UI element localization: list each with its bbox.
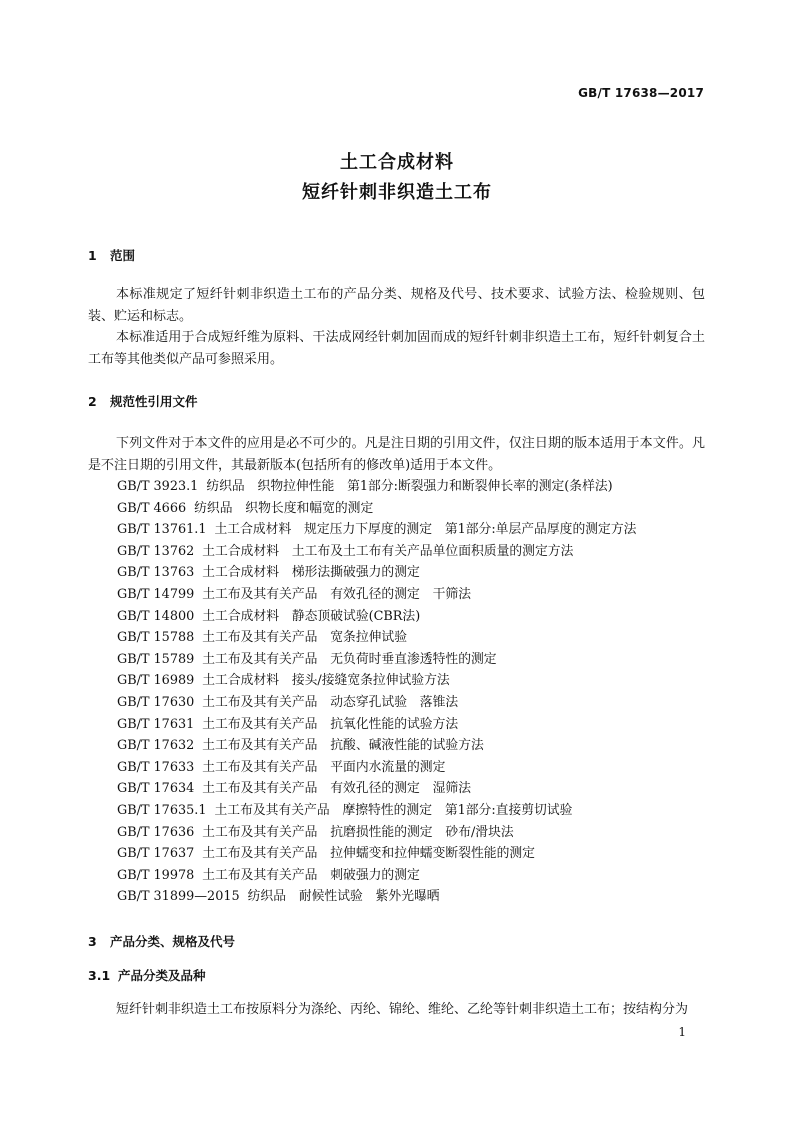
document-title-line-2: 短纤针刺非织造土工布 bbox=[302, 182, 492, 203]
reference-code: GB/T 13761.1 bbox=[117, 522, 207, 538]
subsection-3-1-heading bbox=[88, 966, 206, 984]
reference-item bbox=[117, 886, 636, 908]
reference-code: GB/T 17635.1 bbox=[117, 802, 207, 818]
reference-code: GB/T 17630 bbox=[117, 694, 195, 710]
reference-item bbox=[117, 541, 636, 563]
reference-title: 土工布及其有关产品 无负荷时垂直渗透特性的测定 bbox=[202, 651, 497, 667]
reference-code: GB/T 15788 bbox=[117, 630, 195, 646]
reference-title: 土工布及其有关产品 摩擦特性的测定 第1部分:直接剪切试验 bbox=[214, 802, 573, 818]
reference-code: GB/T 3923.1 bbox=[117, 479, 199, 494]
reference-title: 土工合成材料 规定压力下厚度的测定 第1部分:单层产品厚度的测定方法 bbox=[214, 522, 637, 538]
reference-code: GB/T 17637 bbox=[117, 846, 195, 862]
reference-code: GB/T 4666 bbox=[117, 500, 187, 516]
reference-code: GB/T 16989 bbox=[117, 673, 195, 689]
reference-item bbox=[117, 562, 636, 584]
reference-code: GB/T 14799 bbox=[117, 586, 195, 602]
reference-code: GB/T 13763 bbox=[117, 565, 195, 581]
reference-item bbox=[117, 498, 636, 520]
reference-item bbox=[117, 778, 636, 800]
reference-code: GB/T 17634 bbox=[117, 781, 195, 797]
reference-title: 纺织品 耐候性试验 紫外光曝晒 bbox=[247, 889, 440, 905]
section-number: 2 bbox=[88, 394, 97, 409]
reference-title: 土工布及其有关产品 宽条拉伸试验 bbox=[202, 630, 407, 646]
subsection-number: 3.1 bbox=[88, 968, 111, 983]
reference-title: 土工合成材料 接头/接缝宽条拉伸试验方法 bbox=[202, 673, 450, 689]
reference-code: GB/T 17632 bbox=[117, 738, 195, 754]
reference-item bbox=[117, 584, 636, 606]
reference-item bbox=[117, 476, 636, 498]
page-number: 1 bbox=[678, 1025, 686, 1039]
reference-item bbox=[117, 519, 636, 541]
reference-code: GB/T 17633 bbox=[117, 759, 195, 775]
reference-item bbox=[117, 714, 636, 736]
section-3-heading bbox=[88, 932, 235, 950]
reference-item bbox=[117, 692, 636, 714]
section-title: 规范性引用文件 bbox=[110, 394, 198, 409]
scope-paragraph-1: 本标准规定了短纤针刺非织造土工布的产品分类、规格及代号、技术要求、试验方法、检验规则、包装、贮运和标志。 bbox=[88, 287, 705, 324]
reference-title: 土工合成材料 静态顶破试验(CBR法) bbox=[202, 608, 421, 624]
section-number: 1 bbox=[88, 248, 97, 263]
reference-item bbox=[117, 800, 636, 822]
reference-title: 土工布及其有关产品 刺破强力的测定 bbox=[202, 867, 420, 883]
section-number: 3 bbox=[88, 934, 97, 949]
section-2-heading bbox=[88, 392, 198, 410]
reference-item bbox=[117, 649, 636, 671]
reference-item bbox=[117, 670, 636, 692]
reference-item bbox=[117, 843, 636, 865]
reference-title: 纺织品 织物拉伸性能 第1部分:断裂强力和断裂伸长率的测定(条样法) bbox=[206, 479, 613, 494]
section-title: 范围 bbox=[110, 248, 136, 263]
subsection-title: 产品分类及品种 bbox=[118, 968, 206, 983]
reference-title: 土工合成材料 土工布及土工布有关产品单位面积质量的测定方法 bbox=[202, 543, 574, 559]
reference-code: GB/T 31899—2015 bbox=[117, 889, 240, 905]
reference-item bbox=[117, 822, 636, 844]
document-title-line-1: 土工合成材料 bbox=[340, 152, 454, 173]
reference-title: 土工布及其有关产品 抗氧化性能的试验方法 bbox=[202, 716, 459, 732]
reference-title: 土工布及其有关产品 有效孔径的测定 湿筛法 bbox=[202, 781, 471, 797]
classification-paragraph: 短纤针刺非织造土工布按原料分为涤纶、丙纶、锦纶、维纶、乙纶等针刺非织造土工布；按结构分为 bbox=[116, 1002, 689, 1017]
reference-title: 土工布及其有关产品 抗磨损性能的测定 砂布/滑块法 bbox=[202, 824, 514, 840]
reference-code: GB/T 19978 bbox=[117, 867, 195, 883]
reference-item bbox=[117, 865, 636, 887]
section-1-heading bbox=[88, 246, 135, 264]
section-title: 产品分类、规格及代号 bbox=[110, 934, 236, 949]
reference-title: 土工合成材料 梯形法撕破强力的测定 bbox=[202, 565, 420, 581]
reference-title: 土工布及其有关产品 平面内水流量的测定 bbox=[202, 759, 446, 775]
reference-code: GB/T 17631 bbox=[117, 716, 195, 732]
reference-item bbox=[117, 606, 636, 628]
reference-title: 土工布及其有关产品 拉伸蠕变和拉伸蠕变断裂性能的测定 bbox=[202, 846, 535, 862]
normative-references-list bbox=[117, 476, 636, 908]
reference-title: 纺织品 织物长度和幅宽的测定 bbox=[194, 500, 374, 516]
reference-title: 土工布及其有关产品 抗酸、碱液性能的试验方法 bbox=[202, 738, 484, 754]
reference-title: 土工布及其有关产品 有效孔径的测定 干筛法 bbox=[202, 586, 471, 602]
reference-item bbox=[117, 627, 636, 649]
reference-code: GB/T 14800 bbox=[117, 608, 195, 624]
reference-title: 土工布及其有关产品 动态穿孔试验 落锥法 bbox=[202, 694, 459, 710]
reference-code: GB/T 17636 bbox=[117, 824, 195, 840]
scope-paragraph-2: 本标准适用于合成短纤维为原料、干法成网经针刺加固而成的短纤针刺非织造土工布，短纤针刺复合土工布等其他类似产品可参照采用。 bbox=[88, 330, 705, 367]
standard-number: GB/T 17638—2017 bbox=[578, 86, 704, 100]
references-intro: 下列文件对于本文件的应用是必不可少的。凡是注日期的引用文件，仅注日期的版本适用于本文件。凡是不注日期的引用文件，其最新版本(包括所有的修改单)适用于本文件。 bbox=[88, 436, 705, 473]
reference-item bbox=[117, 735, 636, 757]
reference-code: GB/T 13762 bbox=[117, 543, 195, 559]
reference-item bbox=[117, 757, 636, 779]
reference-code: GB/T 15789 bbox=[117, 651, 195, 667]
